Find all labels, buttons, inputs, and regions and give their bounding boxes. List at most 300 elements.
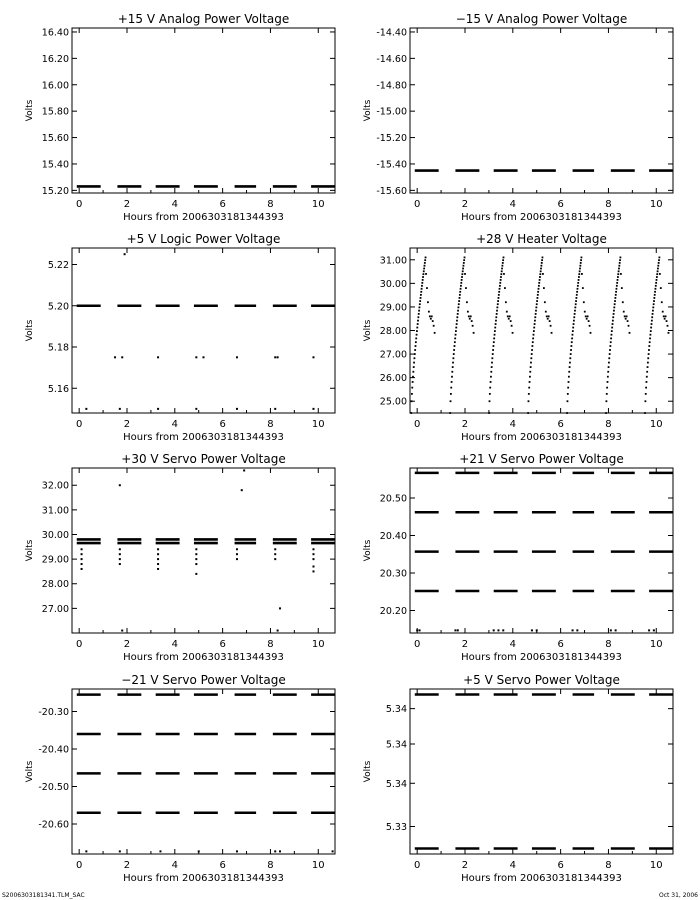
heater-point <box>612 320 614 322</box>
x-tick-label: 6 <box>557 199 564 210</box>
heater-point <box>530 366 532 368</box>
heater-point <box>653 303 655 305</box>
heater-point <box>507 315 509 317</box>
heater-point <box>665 315 667 317</box>
heater-point <box>500 273 502 275</box>
heater-point <box>550 325 552 327</box>
heater-point <box>612 316 614 318</box>
heater-point <box>461 276 463 278</box>
heater-point <box>428 311 430 313</box>
heater-point <box>657 268 659 270</box>
heater-point <box>429 315 431 317</box>
heater-point <box>455 327 457 329</box>
heater-point <box>491 362 493 364</box>
y-tick-label: 5.34 <box>385 778 407 790</box>
heater-point <box>503 257 505 259</box>
heater-point <box>537 294 539 296</box>
heater-point <box>415 337 417 339</box>
heater-point <box>575 300 577 302</box>
y-tick-label: 28.00 <box>379 326 407 337</box>
y-tick-label: -20.40 <box>38 744 69 756</box>
x-tick-label: 8 <box>267 419 274 430</box>
data-point <box>274 408 276 410</box>
heater-point <box>498 294 500 296</box>
heater-point <box>462 270 464 272</box>
heater-point <box>617 279 619 281</box>
heater-point <box>460 288 462 290</box>
data-point <box>236 408 238 410</box>
heater-point <box>489 387 491 389</box>
heater-point <box>538 282 540 284</box>
heater-point <box>499 285 501 287</box>
y-tick-label: 5.34 <box>385 739 407 751</box>
heater-point <box>422 276 424 278</box>
y-tick-label: -14.80 <box>376 80 407 92</box>
y-tick-label: 28.00 <box>41 579 69 591</box>
footer-filename: S2006303181341.TLM_SAC <box>2 892 85 899</box>
heater-point <box>458 303 460 305</box>
x-tick-label: 6 <box>219 639 226 650</box>
heater-point <box>495 323 497 325</box>
heater-point <box>411 387 413 389</box>
heater-point <box>614 297 616 299</box>
x-axis-label: Hours from 2006303181344393 <box>461 652 622 663</box>
heater-point <box>460 285 462 287</box>
heater-point <box>424 262 426 264</box>
data-point <box>81 548 83 550</box>
y-tick-label: 15.80 <box>41 106 69 118</box>
heater-point <box>573 316 575 318</box>
heater-point <box>419 306 421 308</box>
data-point <box>536 694 538 696</box>
y-tick-label: 15.20 <box>41 185 69 197</box>
heater-point <box>463 259 465 261</box>
heater-point <box>573 323 575 325</box>
y-tick-label: 15.40 <box>41 159 69 171</box>
heater-point <box>506 311 508 313</box>
heater-point <box>620 273 622 275</box>
heater-point <box>656 276 658 278</box>
heater-point <box>569 366 571 368</box>
heater-point <box>469 318 471 320</box>
plot-title: +21 V Servo Power Voltage <box>459 452 624 466</box>
heater-point <box>497 300 499 302</box>
data-point <box>531 629 533 631</box>
data-point <box>157 568 159 570</box>
y-tick-label: 29.00 <box>41 554 69 566</box>
heater-point <box>577 282 579 284</box>
heater-point <box>468 315 470 317</box>
x-tick-label: 8 <box>267 639 274 650</box>
heater-point <box>508 318 510 320</box>
heater-point <box>494 327 496 329</box>
heater-point <box>464 257 466 259</box>
heater-point <box>571 341 573 343</box>
x-tick-label: 4 <box>509 419 516 430</box>
heater-point <box>589 325 591 327</box>
heater-point <box>540 270 542 272</box>
heater-point <box>495 316 497 318</box>
heater-point <box>572 334 574 336</box>
data-point <box>195 356 197 358</box>
heater-point <box>570 345 572 347</box>
heater-point <box>416 327 418 329</box>
y-tick-label: 27.00 <box>41 603 69 615</box>
heater-point <box>609 345 611 347</box>
heater-point <box>534 320 536 322</box>
y-tick-label: 27.00 <box>379 349 407 361</box>
heater-point <box>420 294 422 296</box>
heater-point <box>613 310 615 312</box>
heater-point <box>418 310 420 312</box>
heater-point <box>652 306 654 308</box>
heater-point <box>510 320 512 322</box>
heater-point <box>542 273 544 275</box>
heater-point <box>417 320 419 322</box>
data-point <box>157 553 159 555</box>
heater-point <box>659 273 661 275</box>
heater-point <box>465 287 467 289</box>
heater-point <box>536 300 538 302</box>
heater-point <box>666 320 668 322</box>
heater-point <box>568 376 570 378</box>
y-tick-label: 5.16 <box>47 383 69 395</box>
heater-point <box>427 301 429 303</box>
heater-point <box>567 393 569 395</box>
heater-point <box>416 330 418 332</box>
heater-point <box>607 381 609 383</box>
heater-point <box>412 381 414 383</box>
data-point <box>195 563 197 565</box>
heater-point <box>608 357 610 359</box>
heater-point <box>579 268 581 270</box>
x-tick-label: 6 <box>557 419 564 430</box>
heater-point <box>536 303 538 305</box>
y-tick-label: 20.50 <box>379 493 407 505</box>
heater-point <box>455 330 457 332</box>
data-point <box>312 558 314 560</box>
heater-point <box>573 320 575 322</box>
heater-point <box>456 323 458 325</box>
y-tick-label: 25.00 <box>379 396 407 408</box>
x-axis-label: Hours from 2006303181344393 <box>461 212 622 223</box>
heater-point <box>533 330 535 332</box>
heater-point <box>450 393 452 395</box>
heater-point <box>528 400 530 402</box>
heater-point <box>532 337 534 339</box>
data-point <box>243 469 245 471</box>
data-point <box>312 570 314 572</box>
heater-point <box>580 262 582 264</box>
heater-point <box>668 332 670 334</box>
heater-point <box>464 273 466 275</box>
heater-point <box>646 376 648 378</box>
heater-point <box>423 268 425 270</box>
plot-frame <box>410 248 673 413</box>
data-point <box>572 629 574 631</box>
data-point <box>423 848 425 850</box>
data-point <box>236 548 238 550</box>
heater-point <box>627 320 629 322</box>
data-point <box>195 553 197 555</box>
heater-point <box>649 337 651 339</box>
heater-point <box>500 279 502 281</box>
heater-point <box>608 362 610 364</box>
heater-point <box>410 412 412 414</box>
heater-point <box>453 353 455 355</box>
heater-point <box>657 270 659 272</box>
heater-point <box>647 366 649 368</box>
heater-point <box>608 366 610 368</box>
heater-point <box>578 273 580 275</box>
heater-point <box>411 400 413 402</box>
data-point <box>612 694 614 696</box>
heater-point <box>460 282 462 284</box>
heater-point <box>549 320 551 322</box>
heater-point <box>644 400 646 402</box>
heater-point <box>613 313 615 315</box>
data-point <box>195 408 197 410</box>
heater-point <box>618 270 620 272</box>
data-point <box>536 848 538 850</box>
heater-point <box>493 337 495 339</box>
heater-point <box>416 334 418 336</box>
heater-point <box>420 297 422 299</box>
data-point <box>653 848 655 850</box>
heater-point <box>619 259 621 261</box>
heater-point <box>511 325 513 327</box>
x-tick-label: 10 <box>311 860 325 871</box>
y-tick-label: 30.00 <box>41 529 69 541</box>
heater-point <box>585 315 587 317</box>
x-tick-label: 4 <box>171 419 178 430</box>
heater-point <box>649 341 651 343</box>
x-tick-label: 10 <box>649 199 663 210</box>
heater-point <box>533 334 535 336</box>
data-point <box>274 356 276 358</box>
heater-point <box>461 279 463 281</box>
heater-point <box>618 268 620 270</box>
y-tick-label: -20.30 <box>38 707 69 718</box>
data-point <box>277 630 279 632</box>
heater-point <box>456 316 458 318</box>
heater-point <box>583 301 585 303</box>
y-tick-label: 5.33 <box>385 822 407 833</box>
data-point <box>119 850 121 852</box>
data-point <box>332 850 334 852</box>
heater-point <box>492 353 494 355</box>
heater-point <box>537 291 539 293</box>
heater-point <box>449 412 451 414</box>
heater-point <box>655 285 657 287</box>
heater-point <box>579 265 581 267</box>
data-point <box>497 629 499 631</box>
heater-point <box>541 259 543 261</box>
heater-point <box>650 327 652 329</box>
heater-point <box>451 376 453 378</box>
x-tick-label: 0 <box>413 860 421 871</box>
heater-point <box>656 273 658 275</box>
heater-point <box>629 332 631 334</box>
heater-point <box>610 341 612 343</box>
x-tick-label: 8 <box>605 199 612 210</box>
heater-point <box>496 313 498 315</box>
y-tick-label: 31.00 <box>41 505 69 517</box>
heater-point <box>648 353 650 355</box>
heater-point <box>532 345 534 347</box>
data-point <box>454 629 456 631</box>
data-point <box>157 558 159 560</box>
heater-point <box>551 332 553 334</box>
voltage-plot-1 <box>25 12 335 223</box>
data-point <box>615 848 617 850</box>
data-point <box>419 629 421 631</box>
voltage-plot-3 <box>25 232 335 443</box>
y-tick-label: 15.60 <box>41 133 69 145</box>
heater-point <box>493 341 495 343</box>
heater-point <box>457 310 459 312</box>
heater-point <box>645 393 647 395</box>
heater-point <box>473 332 475 334</box>
plot-title: +30 V Servo Power Voltage <box>121 452 286 466</box>
y-tick-label: 5.20 <box>47 301 69 313</box>
heater-point <box>527 412 529 414</box>
heater-point <box>463 262 465 264</box>
heater-point <box>658 262 660 264</box>
data-point <box>277 356 279 358</box>
heater-point <box>489 400 491 402</box>
y-tick-label: 26.00 <box>379 373 407 385</box>
x-tick-label: 6 <box>557 639 564 650</box>
heater-point <box>576 297 578 299</box>
heater-point <box>426 287 428 289</box>
heater-point <box>451 381 453 383</box>
voltage-plot-7 <box>25 673 335 884</box>
heater-point <box>652 313 654 315</box>
heater-point <box>450 400 452 402</box>
heater-point <box>531 349 533 351</box>
y-tick-label: -15.00 <box>376 106 407 118</box>
heater-point <box>452 362 454 364</box>
heater-point <box>662 311 664 313</box>
heater-point <box>539 279 541 281</box>
heater-point <box>466 301 468 303</box>
heater-point <box>472 325 474 327</box>
x-axis-label: Hours from 2006303181344393 <box>461 873 622 884</box>
heater-point <box>657 265 659 267</box>
y-tick-label: 20.30 <box>379 568 407 580</box>
heater-point <box>432 320 434 322</box>
data-point <box>119 558 121 560</box>
heater-point <box>546 315 548 317</box>
heater-point <box>499 288 501 290</box>
x-tick-label: 0 <box>75 860 83 871</box>
heater-point <box>570 349 572 351</box>
data-point <box>493 629 495 631</box>
x-tick-label: 10 <box>649 419 663 430</box>
heater-point <box>611 327 613 329</box>
heater-point <box>547 318 549 320</box>
heater-point <box>655 288 657 290</box>
heater-point <box>616 288 618 290</box>
heater-point <box>607 371 609 373</box>
data-point <box>121 630 123 632</box>
data-point <box>195 548 197 550</box>
heater-point <box>648 349 650 351</box>
heater-point <box>609 353 611 355</box>
heater-point <box>571 337 573 339</box>
heater-point <box>625 318 627 320</box>
data-point <box>576 629 578 631</box>
heater-point <box>458 300 460 302</box>
heater-point <box>459 297 461 299</box>
heater-point <box>420 291 422 293</box>
data-point <box>312 408 314 410</box>
x-tick-label: 8 <box>267 860 274 871</box>
heater-point <box>501 270 503 272</box>
heater-point <box>572 327 574 329</box>
heater-point <box>538 285 540 287</box>
heater-point <box>607 376 609 378</box>
x-tick-label: 2 <box>123 639 131 650</box>
y-axis-label: Volts <box>25 319 35 342</box>
heater-point <box>628 325 630 327</box>
plot-frame <box>72 28 335 193</box>
heater-point <box>454 337 456 339</box>
data-point <box>81 558 83 560</box>
data-point <box>203 356 205 358</box>
heater-point <box>457 313 459 315</box>
x-axis-label: Hours from 2006303181344393 <box>123 212 284 223</box>
heater-point <box>423 270 425 272</box>
plot-frame <box>72 248 335 413</box>
heater-point <box>532 341 534 343</box>
plot-title: +5 V Servo Power Voltage <box>463 673 620 687</box>
data-point <box>497 848 499 850</box>
voltage-plot-2 <box>363 12 673 223</box>
heater-point <box>543 287 545 289</box>
heater-point <box>545 311 547 313</box>
heater-point <box>502 262 504 264</box>
heater-point <box>615 291 617 293</box>
heater-point <box>575 303 577 305</box>
heater-point <box>667 325 669 327</box>
heater-point <box>614 300 616 302</box>
heater-point <box>491 366 493 368</box>
x-tick-label: 4 <box>171 199 178 210</box>
heater-point <box>581 257 583 259</box>
data-point <box>85 850 87 852</box>
data-point <box>459 848 461 850</box>
heater-point <box>539 273 541 275</box>
x-tick-label: 2 <box>123 419 131 430</box>
heater-point <box>533 327 535 329</box>
data-point <box>121 356 123 358</box>
heater-point <box>454 341 456 343</box>
data-point <box>195 573 197 575</box>
heater-point <box>489 393 491 395</box>
plot-frame <box>72 468 335 633</box>
heater-point <box>495 320 497 322</box>
voltage-plot-8 <box>363 673 673 884</box>
x-tick-label: 2 <box>461 419 469 430</box>
heater-point <box>422 279 424 281</box>
heater-point <box>606 400 608 402</box>
heater-point <box>500 276 502 278</box>
heater-point <box>419 300 421 302</box>
plot-title: −15 V Analog Power Voltage <box>455 12 628 26</box>
heater-point <box>419 303 421 305</box>
